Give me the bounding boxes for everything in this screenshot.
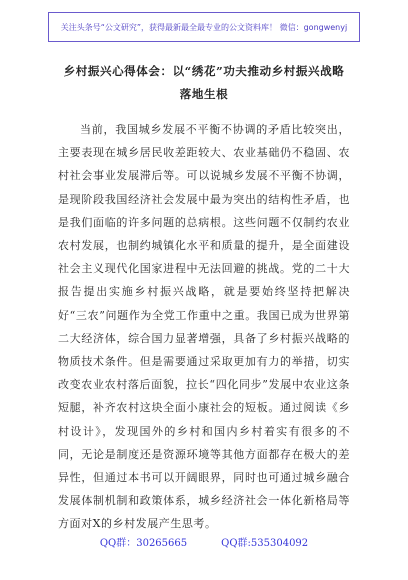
footer-qq-group-1: QQ群：30265665 [99,538,188,549]
header-banner [48,12,360,42]
document-title: 乡村振兴心得体会：以“绣花”功夫推动乡村振兴战略落地生根 [63,64,345,101]
footer-qq-group-2: QQ群:535304092 [221,538,309,549]
header-banner-text: 关注头条号“公文研究”，获得最新最全最专业的公文资料库！ 微信：gongwenyj [60,22,348,32]
document-paragraph: 当前，我国城乡发展不平衡不协调的矛盾比较突出，主要表现在城乡居民收差距较大、农业基础仍不稳固、农村社会事业发展滞后等。可以说城乡发展不平衡不协调，是现阶段我国经济社会发展中最为突出的结构性矛盾，也是我们面临的许多问题的总病根。这些问题不仅制约农业农村发展，也制约城镇化水平和质量的提升，是全面建设社会主义现代化国家进程中无法回避的挑战。党的二十大报告提出实施乡村振兴战略，就是要始终坚持把解决好“三农”问题作为全党工作重中之重。我国已成为世界第二大经济体，综合国力显著增强，具备了乡村振兴战略的物质技术条件。但是需要通过采取更加有力的举措，切实改变农业农村落后面貌，拉长“四化同步”发展中农业这条短腿，补齐农村这块全面小康社会的短板。通过阅读《乡村设计》，发现国外的乡村和国内乡村着实有很多的不同，无论是制度还是资源环境等其他方面都存在极大的差异性，但通过本书可以开阔眼界，同时也可通过城乡融合发展体制机制和政策体系，城乡经济社会一体化新格局等方面对X的乡村发展产生思考。 [58,123,350,531]
footer-contact [0,534,408,549]
